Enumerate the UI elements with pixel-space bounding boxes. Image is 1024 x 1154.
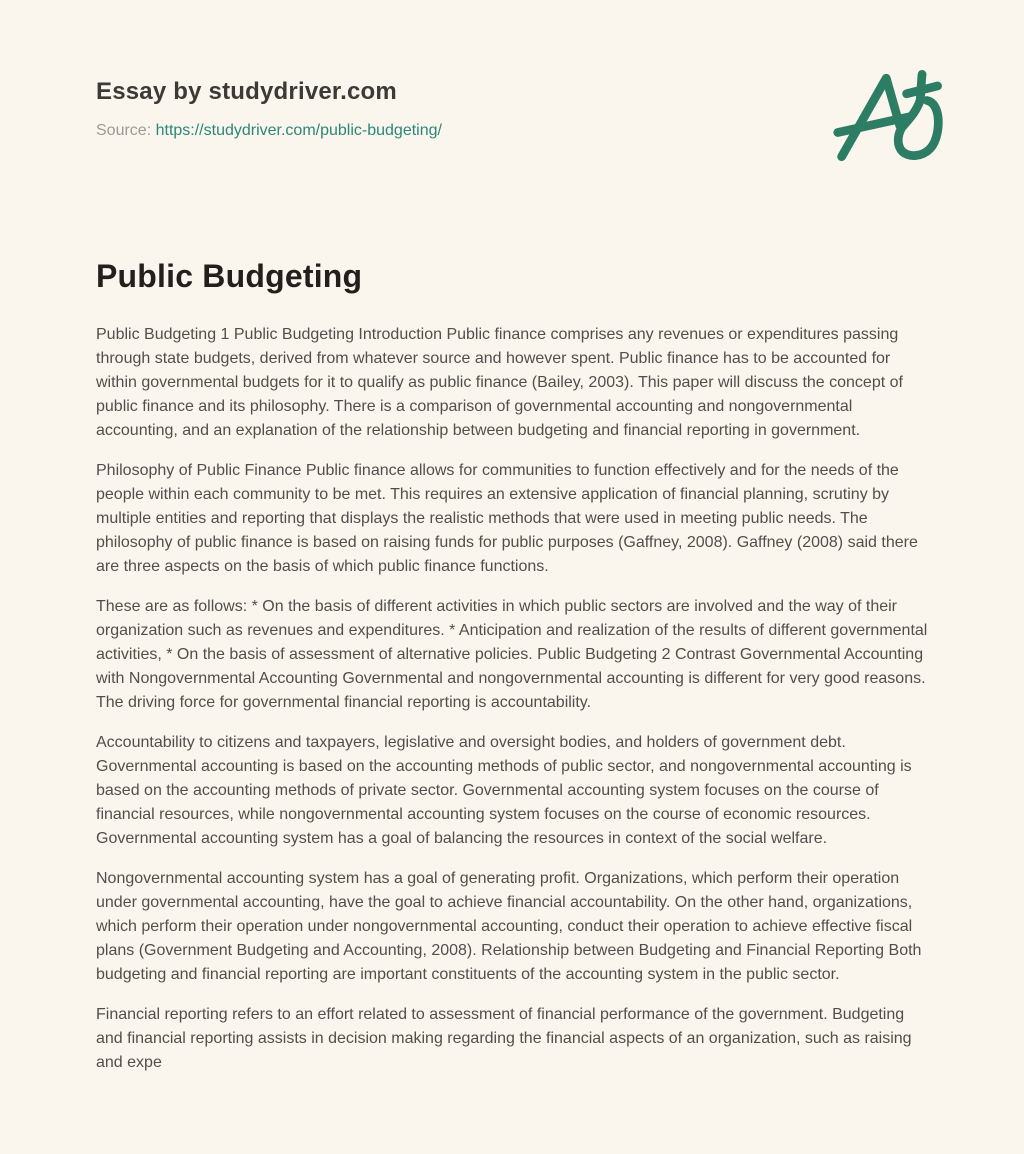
essay-paragraph: Nongovernmental accounting system has a goal of generating profit. Organizations, which perform their operation under governmental accounting, have the goal to achieve financial accountability. On the other hand, organizations, which perform their operation under nongovernmental accounting, conduct their operation to achieve effective fiscal plans (Government Budgeting and Accounting, 2008). Relationship between Budgeting and Financial Reporting Both budgeting and financial reporting are important constituents of the accounting system in the public sector. xyxy=(96,870,922,983)
essay-title: Public Budgeting xyxy=(96,258,363,294)
a-plus-logo-icon xyxy=(830,58,956,174)
studydriver-logo xyxy=(830,58,956,174)
essay-byline: Essay by studydriver.com xyxy=(96,78,397,105)
essay-paragraph: Philosophy of Public Finance Public finance allows for communities to function effectively and for the needs of the people within each community to be met. This requires an extensive application of financial planning, scrutiny by multiple entities and reporting that displays the realistic methods that were used in meeting public needs. The philosophy of public finance is based on raising funds for public purposes (Gaffney, 2008). Gaffney (2008) said there are three aspects on the basis of which public finance functions. xyxy=(96,462,918,575)
essay-body xyxy=(96,323,928,1075)
essay-paragraph: Financial reporting refers to an effort related to assessment of financial performance of the government. Budgeting and financial reporting assists in decision making regarding the financial aspects of an organization, such as raising and expe xyxy=(96,1006,912,1071)
source-label: Source: xyxy=(96,122,152,139)
source-line xyxy=(96,122,928,140)
essay-paragraph: These are as follows: * On the basis of different activities in which public sectors are involved and the way of their organization such as revenues and expenditures. * Anticipation and realization of the results of different governmental activities, * On the basis of assessment of alternative policies. Public Budgeting 2 Contrast Governmental Accounting with Nongovernmental Accounting Governmental and nongovernmental accounting is different for very good reasons. The driving force for governmental financial reporting is accountability. xyxy=(96,598,928,711)
source-link[interactable]: https://studydriver.com/public-budgeting/ xyxy=(155,122,442,139)
essay-paragraph: Accountability to citizens and taxpayers, legislative and oversight bodies, and holders of government debt. Governmental accounting is based on the accounting methods of public sector, and nongovernmental accounting is based on the accounting methods of private sector. Governmental accounting system focuses on the course of financial resources, while nongovernmental accounting system focuses on the course of economic resources. Governmental accounting system has a goal of balancing the resources in context of the social welfare. xyxy=(96,734,912,847)
essay-paragraph: Public Budgeting 1 Public Budgeting Introduction Public finance comprises any revenues or expenditures passing through state budgets, derived from whatever source and however spent. Public finance has to be accounted for within governmental budgets for it to qualify as public finance (Bailey, 2003). This paper will discuss the concept of public finance and its philosophy. There is a comparison of governmental accounting and nongovernmental accounting, and an explanation of the relationship between budgeting and financial reporting in government. xyxy=(96,326,903,439)
